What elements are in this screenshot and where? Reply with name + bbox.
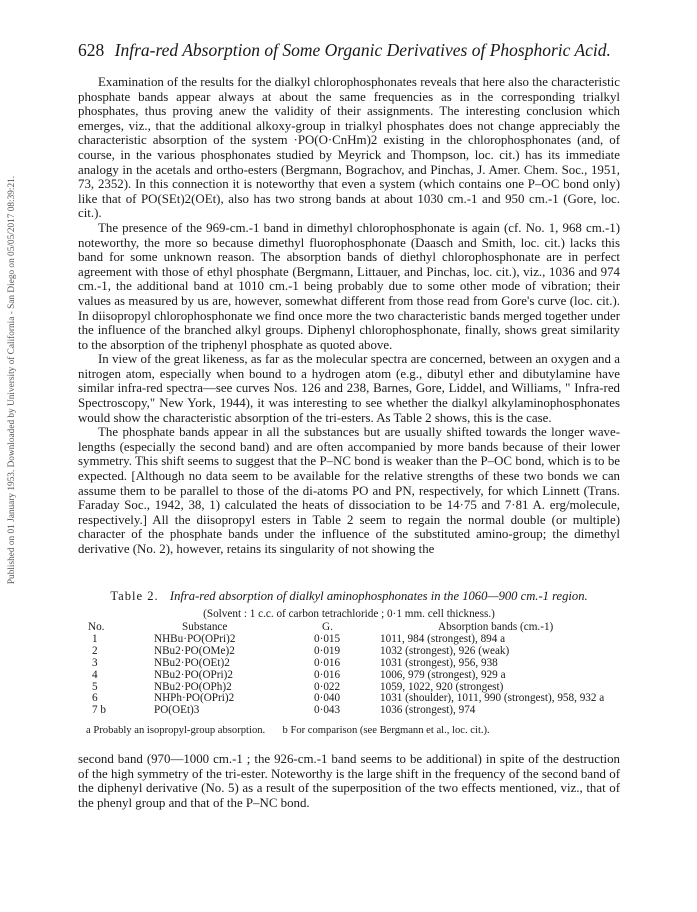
continuation-text bbox=[78, 752, 620, 810]
table-solvent-note: (Solvent : 1 c.c. of carbon tetrachloride ; 0·1 mm. cell thickness.) bbox=[203, 607, 495, 620]
cell-substance: PO(OEt)3 bbox=[154, 704, 200, 717]
table-footnotes bbox=[78, 725, 620, 736]
col-header-no: No. bbox=[88, 620, 105, 633]
table-title: Infra-red absorption of dialkyl aminophosphonates in the 1060—900 cm.-1 region. bbox=[169, 588, 588, 603]
cell-bands: 1006, 979 (strongest), 929 a bbox=[380, 668, 506, 681]
cell-g: 0·022 bbox=[314, 680, 341, 693]
cell-substance: NBu2·PO(OEt)2 bbox=[154, 656, 230, 669]
body-text bbox=[78, 75, 620, 557]
page-number: 628 bbox=[78, 40, 105, 60]
running-header bbox=[78, 40, 620, 61]
cell-g: 0·015 bbox=[314, 633, 341, 646]
cell-no: 1 bbox=[92, 633, 98, 646]
paragraph: Examination of the results for the dialkyl chlorophosphonates reveals that here also the characteristic phosphate bands appear always at about the same frequencies as in the corresponding trialkyl phosphates, thus proving anew the validity of their assignments. The interesting conclusion which emerges, viz., that the additional alkoxy-group in trialkyl phosphates does not change appreciably the characteristic absorption of the system ·PO(O·CnHm)2 existing in the chlorophosphonates (and, of course, in the various phosphonates studied by Meyrick and Thompson, loc. cit.) has its immediate analogy in the acetals and ortho-esters (Bergmann, Bograchov, and Pinchas, J. Amer. Chem. Soc., 1951, 73, 2352). In this connection it is noteworthy that even a system (which contains one P–OC bond only) like that of PO(SEt)2(OEt), also has two strong bands at about 1030 cm.-1 and 950 cm.-1 (Gore, loc. cit.). bbox=[78, 75, 620, 221]
cell-no: 4 bbox=[92, 668, 98, 681]
cell-bands: 1031 (shoulder), 1011, 990 (strongest), 958, 932 a bbox=[380, 692, 605, 705]
cell-no: 6 bbox=[92, 692, 98, 705]
footnote-a: a Probably an isopropyl-group absorption. bbox=[86, 724, 266, 736]
cell-substance: NBu2·PO(OPh)2 bbox=[154, 680, 232, 693]
paragraph: second band (970—1000 cm.-1 ; the 926-cm.-1 band seems to be additional) in spite of the destruction of the high symmetry of the tri-ester. Noteworthy is the large shift in the frequency of the second band of the diphenyl derivative (No. 5) as a result of the superposition of the two effects mentioned, viz., that of the phenyl group and that of the P–NC bond. bbox=[78, 751, 620, 810]
paragraph: The presence of the 969-cm.-1 band in dimethyl chlorophosphonate is again (cf. No. 1, 968 cm.-1) noteworthy, the more so because dimethyl fluorophosphonate (Daasch and Smith, loc. cit.) lacks this band for some unknown reason. The absorption bands of diethyl chlorophosphonate are in perfect agreement with those of ethyl phosphate (Bergmann, Littauer, and Pinchas, loc. cit.), viz., 1036 and 974 cm.-1, the additional band at 1010 cm.-1 being probably due to some other mode of vibration; their values as measured by us are, however, somewhat different from those read from Gore's curve (loc. cit.). In diisopropyl chlorophosphonate we find once more the two characteristic bands merged together under the influence of the branched alkyl groups. Diphenyl chlorophosphonate, finally, shows great similarity to the absorption of the triphenyl phosphate as quoted above. bbox=[78, 220, 620, 352]
cell-g: 0·016 bbox=[314, 668, 341, 681]
paragraph: The phosphate bands appear in all the substances but are usually shifted towards the longer wave-lengths (especially the second band) and are often accompanied by more bands because of their lower symmetry. This shift seems to suggest that the P–NC bond is weaker than the P–OC bond, which is to be expected. [Although no data seem to be available for the relative strengths of these two bonds we can assume them to be parallel to those of the di-atoms PO and PN, respectively, for which Linnett (Trans. Faraday Soc., 1942, 38, 1) calculated the heats of dissociation to be 14·75 and 7·81 A. erg/molecule, respectively.] All the diisopropyl esters in Table 2 seem to regain the normal double (or multiple) character of the phosphate bands under the influence of the substituted amino-group; the dimethyl derivative (No. 2), however, retains its singularity of not showing the bbox=[78, 425, 620, 556]
cell-substance: NBu2·PO(OPri)2 bbox=[154, 668, 233, 681]
table-label: Table 2. bbox=[110, 588, 159, 603]
cell-no: 3 bbox=[92, 656, 98, 669]
cell-substance: NBu2·PO(OMe)2 bbox=[154, 645, 235, 658]
cell-substance: NHBu·PO(OPri)2 bbox=[154, 633, 236, 646]
footnote-b: b For comparison (see Bergmann et al., loc. cit.). bbox=[282, 724, 490, 736]
download-watermark-text: Published on 01 January 1953. Downloaded by University of California - San Diego on 05/05/2017 08:39:21. bbox=[7, 175, 17, 585]
cell-no: 5 bbox=[92, 680, 98, 693]
cell-no: 2 bbox=[92, 645, 98, 658]
col-header-substance: Substance bbox=[182, 620, 228, 633]
cell-bands: 1036 (strongest), 974 bbox=[380, 704, 476, 717]
table-row bbox=[78, 705, 604, 717]
cell-substance: NHPh·PO(OPri)2 bbox=[154, 692, 235, 705]
paragraph: In view of the great likeness, as far as the molecular spectra are concerned, between an oxygen and a nitrogen atom, especially when bound to a hydrogen atom (e.g., dibutyl ether and dibutylamine have similar infra-red spectra—see curves Nos. 126 and 238, Barnes, Gore, Liddel, and Williams, " Infra-red Spectroscopy," New York, 1944), it was interesting to see whether the dialkyl alkylaminophosphonates would show the characteristic absorption of the tri-esters. As Table 2 shows, this is the case. bbox=[78, 352, 620, 425]
page bbox=[78, 40, 620, 810]
cell-bands: 1031 (strongest), 956, 938 bbox=[380, 656, 498, 669]
cell-bands: 1011, 984 (strongest), 894 a bbox=[380, 633, 506, 646]
table-2 bbox=[78, 589, 620, 736]
col-header-g: G. bbox=[322, 620, 333, 633]
cell-g: 0·043 bbox=[314, 704, 341, 717]
cell-bands: 1059, 1022, 920 (strongest) bbox=[380, 680, 504, 693]
table-row bbox=[78, 658, 604, 670]
cell-g: 0·040 bbox=[314, 692, 341, 705]
cell-g: 0·016 bbox=[314, 656, 341, 669]
table-caption bbox=[78, 589, 620, 604]
cell-no: 7 b bbox=[92, 704, 106, 717]
table-row bbox=[78, 670, 604, 682]
cell-g: 0·019 bbox=[314, 645, 341, 658]
download-watermark bbox=[4, 120, 20, 640]
col-header-bands: Absorption bands (cm.-1) bbox=[438, 620, 554, 633]
cell-bands: 1032 (strongest), 926 (weak) bbox=[380, 645, 510, 658]
absorption-table bbox=[78, 622, 604, 717]
running-title: Infra-red Absorption of Some Organic Derivatives of Phosphoric Acid. bbox=[114, 40, 611, 60]
